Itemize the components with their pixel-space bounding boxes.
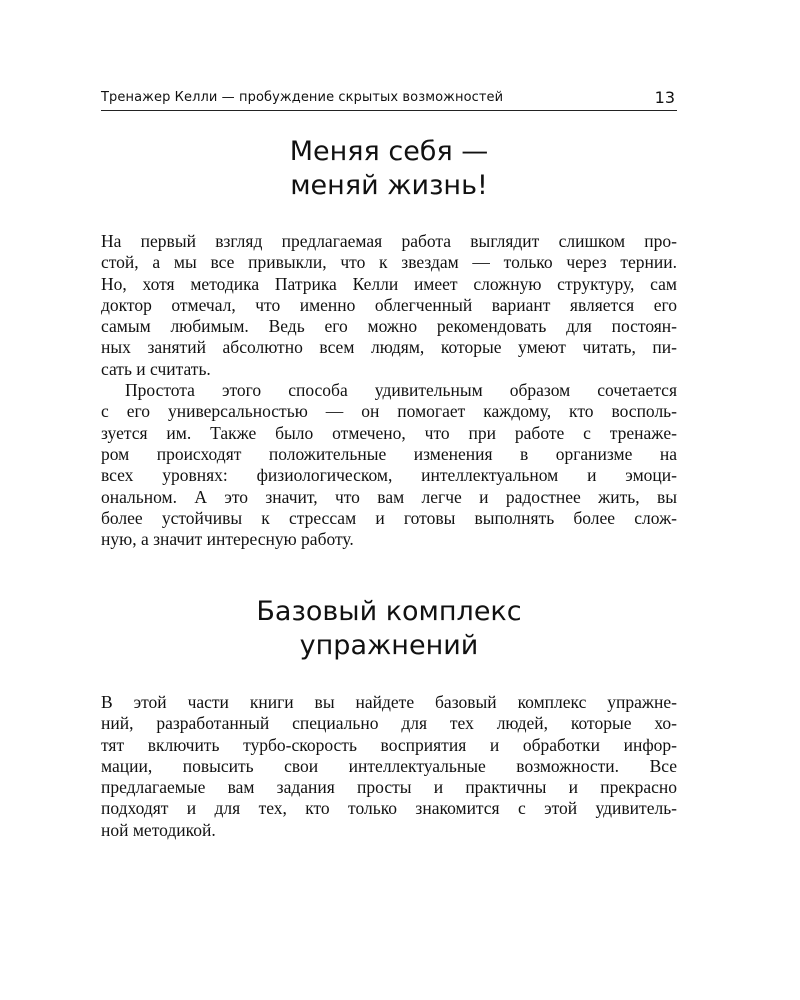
heading-line: Базовый комплекс (256, 596, 522, 627)
text-line: зуется им. Также было отмечено, что при работе с тренажe- (101, 422, 677, 443)
text-line: всех уровнях: физиологическом, интеллектуальном и эмоци- (101, 465, 677, 486)
text-line: с его универсальностью — он помогает каждому, кто восполь- (101, 401, 677, 422)
text-line: предлагаемые вам задания просты и практичны и прекрасно (101, 777, 677, 798)
paragraph (101, 692, 677, 841)
section-heading-changing-self (101, 135, 677, 203)
text-line: Простота этого способа удивительным образом сочетается (125, 380, 677, 401)
text-line: подходят и для тех, кто только знакомится с этой удивитель- (101, 798, 677, 819)
text-line: самым любимым. Ведь его можно рекомендовать для постоян- (101, 316, 677, 337)
text-line: На первый взгляд предлагаемая работа выглядит слишком про- (101, 231, 677, 251)
text-line: мации, повысить свои интеллектуальные возможности. Все (101, 755, 677, 776)
running-header (101, 88, 677, 111)
heading-line: упражнений (299, 630, 479, 661)
text-line: ний, разработанный специально для тех людей, которые хо- (101, 713, 677, 734)
page-number: 13 (654, 88, 675, 107)
text-line: доктор отмечал, что именно облегченный вариант является его (101, 294, 677, 315)
text-line: ональном. А это значит, что вам легче и радостнее жить, вы (101, 486, 677, 507)
heading-line: Меняя себя — (289, 136, 489, 167)
text-line: сать и считать. (101, 358, 211, 379)
text-line: стой, а мы все привыкли, что к звездам — только через тернии. (101, 252, 677, 273)
paragraph (101, 231, 677, 380)
section-body-changing-self (101, 231, 677, 550)
text-line: ных занятий абсолютно всем людям, которые умеют читать, пи- (101, 337, 677, 358)
section-heading-basic-exercises (101, 595, 677, 663)
heading-line: меняй жизнь! (290, 170, 488, 201)
section-body-basic-exercises (101, 692, 677, 841)
text-line: ную, а значит интересную работу. (101, 529, 354, 550)
text-line: ной методикой. (101, 819, 216, 840)
text-line: Но, хотя методика Патрика Келли имеет сложную структуру, сам (101, 273, 677, 294)
text-line: ром происходят положительные изменения в организме на (101, 443, 677, 464)
running-title: Тренажер Келли — пробуждение скрытых возможностей (101, 90, 504, 105)
text-line: более устойчивы к стрессам и готовы выполнять более слож- (101, 507, 677, 528)
text-line: тят включить турбо-скорость восприятия и обработки инфор- (101, 734, 677, 755)
paragraph (101, 380, 677, 550)
text-line: В этой части книги вы найдете базовый комплекс упражне- (101, 692, 677, 712)
